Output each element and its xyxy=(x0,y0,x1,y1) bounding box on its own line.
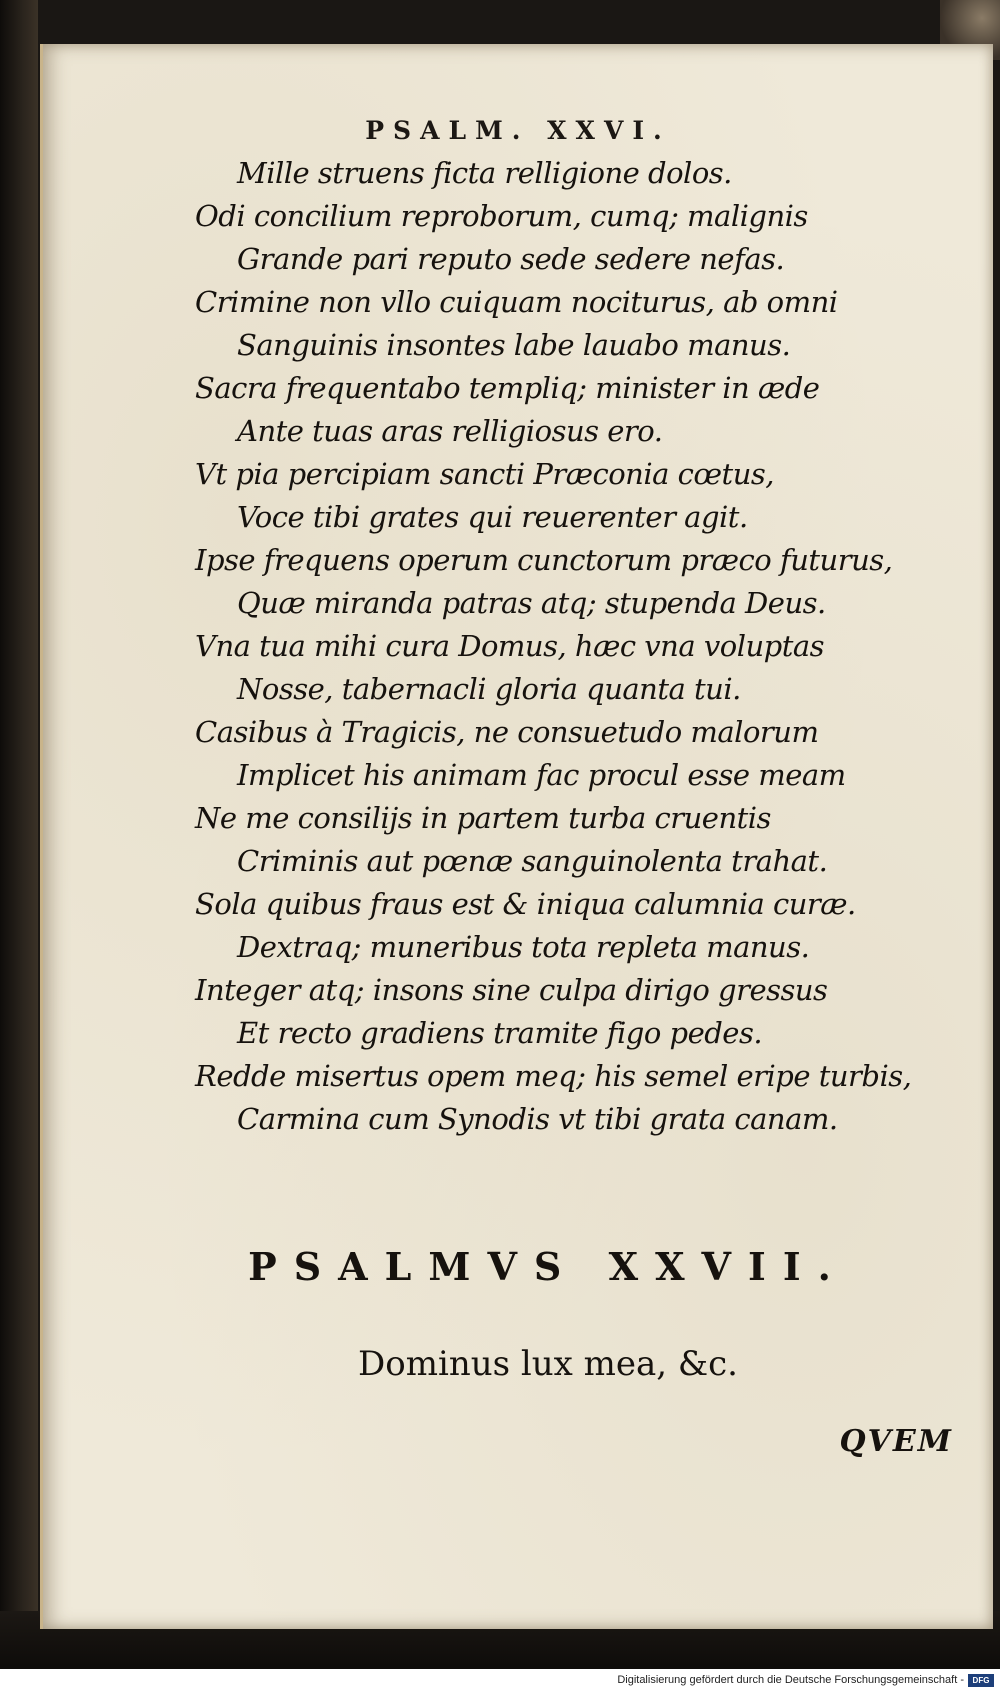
verse-line: Casibus à Tragicis, ne consuetudo malorum xyxy=(195,715,819,749)
verse-line: Ipse frequens operum cunctorum præco futurus, xyxy=(195,543,893,577)
verse-line: Crimine non vllo cuiquam nociturus, ab omni xyxy=(195,285,838,319)
verse-line: Dextraq; muneribus tota repleta manus. xyxy=(237,930,810,964)
verse-line: Vna tua mihi cura Domus, hæc vna voluptas xyxy=(195,629,825,663)
verse-line: Mille struens ficta relligione dolos. xyxy=(237,156,732,190)
verse-line: Sacra frequentabo templiq; minister in æde xyxy=(195,371,820,405)
psalm-title: PSALMVS XXVII. xyxy=(248,1244,848,1289)
footer-text: Digitalisierung gefördert durch die Deutsche Forschungsgemeinschaft - xyxy=(617,1674,964,1686)
running-head: PSALM. XXVI. xyxy=(365,116,671,145)
verse-line: Sanguinis insontes labe lauabo manus. xyxy=(237,328,791,362)
verse-line: Vt pia percipiam sancti Præconia cœtus, xyxy=(195,457,774,491)
verse-line: Et recto gradiens tramite figo pedes. xyxy=(237,1016,763,1050)
verse-line: Carmina cum Synodis vt tibi grata canam. xyxy=(237,1102,838,1136)
dfg-logo: DFG xyxy=(968,1674,994,1687)
verse-line: Quæ miranda patras atq; stupenda Deus. xyxy=(237,586,826,620)
digitization-footer xyxy=(0,1669,1000,1691)
verse-line: Ne me consilijs in partem turba cruentis xyxy=(195,801,771,835)
psalm-incipit: Dominus lux mea, &c. xyxy=(357,1344,738,1384)
book-edge-left xyxy=(0,0,38,1691)
verse-line: Voce tibi grates qui reuerenter agit. xyxy=(237,500,748,534)
verse-line: Implicet his animam fac procul esse meam xyxy=(237,758,846,792)
catchword: QVEM xyxy=(839,1424,953,1459)
verse-line: Ante tuas aras relligiosus ero. xyxy=(237,414,663,448)
verse-line: Nosse, tabernacli gloria quanta tui. xyxy=(237,672,741,706)
verse-line: Grande pari reputo sede sedere nefas. xyxy=(237,242,785,276)
verse-line: Integer atq; insons sine culpa dirigo gressus xyxy=(195,973,828,1007)
verse-block xyxy=(195,152,935,1141)
verse-line: Sola quibus fraus est & iniqua calumnia curæ. xyxy=(195,887,856,921)
book-page xyxy=(40,44,993,1629)
verse-line: Criminis aut pœnæ sanguinolenta trahat. xyxy=(237,844,828,878)
verse-line: Redde misertus opem meq; his semel eripe turbis, xyxy=(195,1059,912,1093)
verse-line: Odi concilium reproborum, cumq; malignis xyxy=(195,199,808,233)
